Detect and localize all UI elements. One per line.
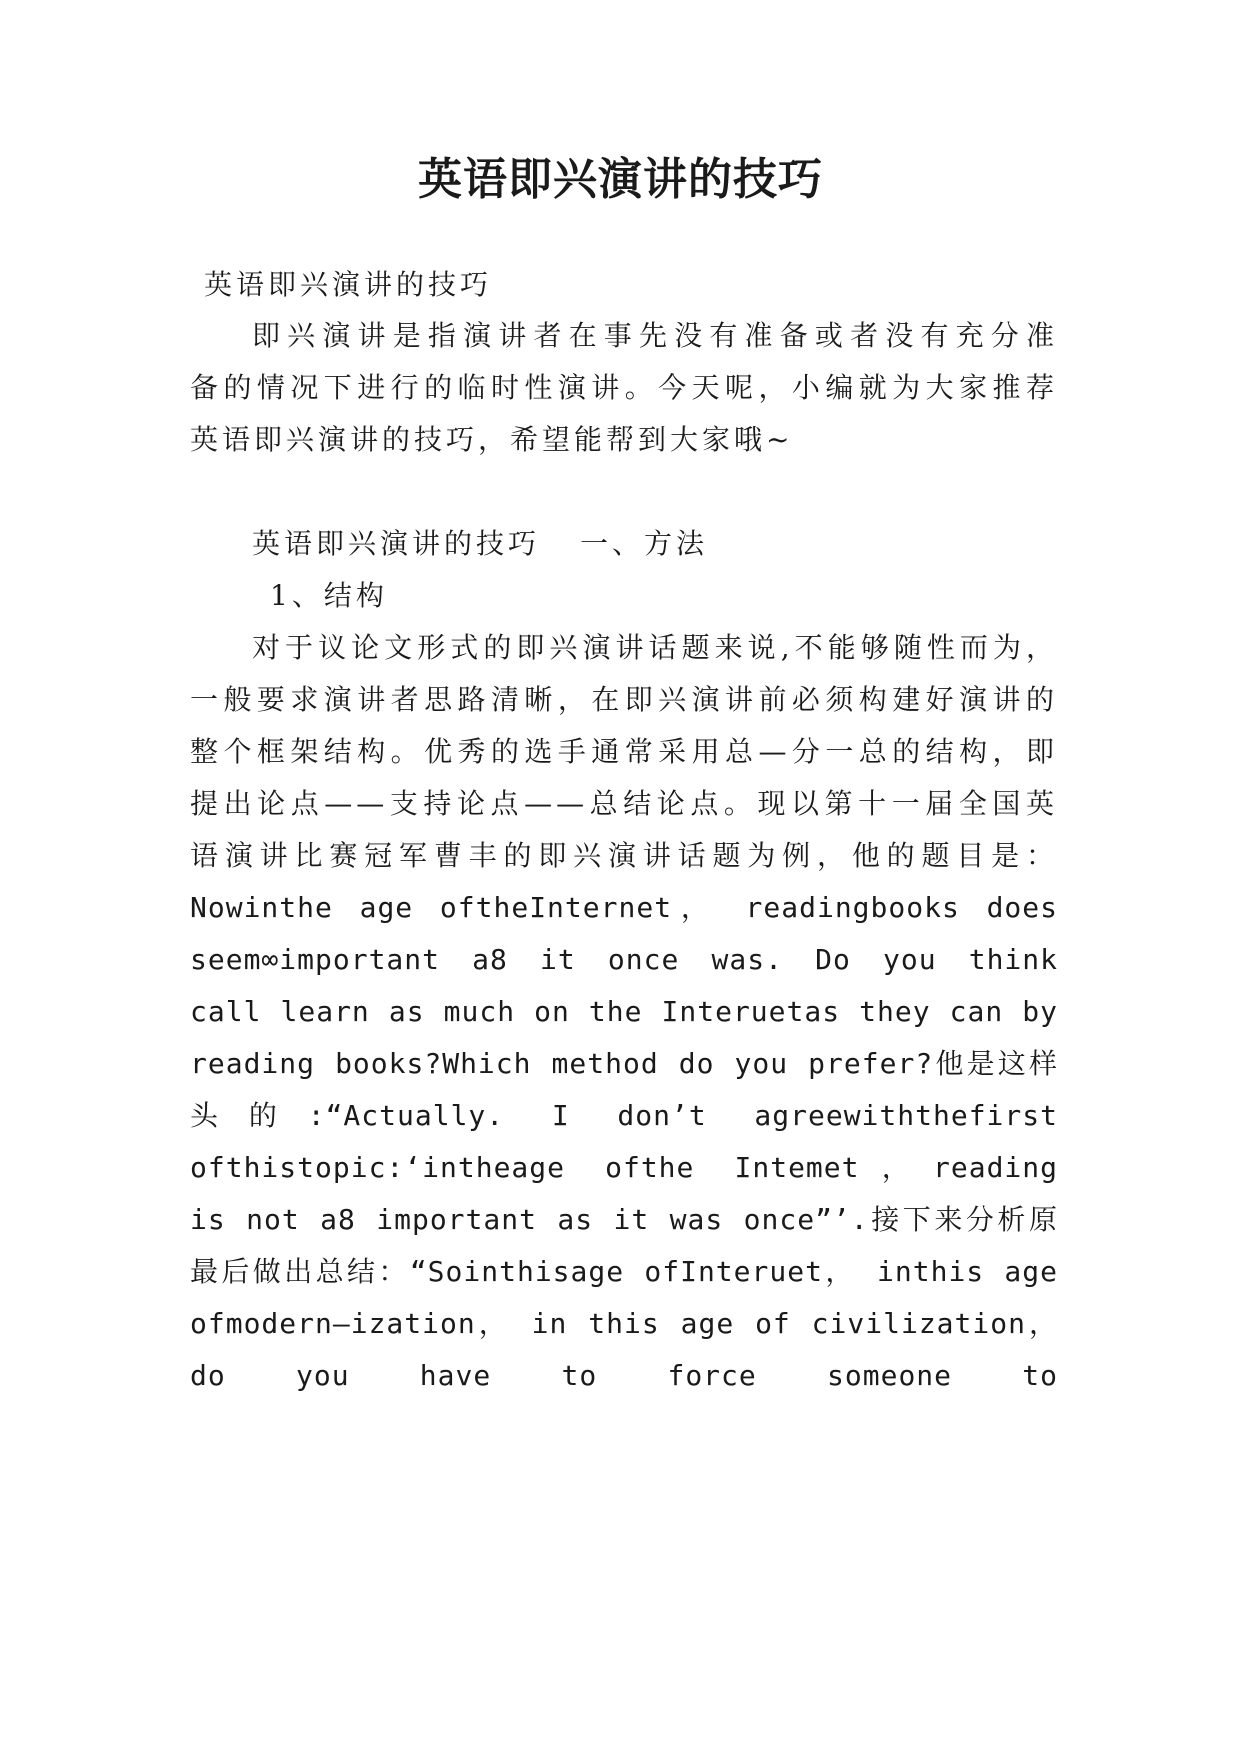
- subtitle: 英语即兴演讲的技巧: [204, 268, 493, 301]
- intro-line-2: 备的情况下进行的临时性演讲。今天呢，小编就为大家推荐: [190, 371, 1058, 404]
- body-line-1: 对于议论文形式的即兴演讲话题来说,不能够随性而为，: [252, 631, 1058, 664]
- body-line-13: 最后做出总结：“Sointhisage ofInteruet， inthis age: [190, 1255, 1058, 1288]
- body-line-10: 头的:“Actually. I don’t agreewiththefirst: [190, 1099, 1058, 1132]
- body-line-2: 一般要求演讲者思路清晰，在即兴演讲前必须构建好演讲的: [190, 683, 1058, 716]
- body-line-7: seem∞important a8 it once was. Do you think: [190, 943, 1058, 976]
- body-line-5: 语演讲比赛冠军曹丰的即兴演讲话题为例，他的题目是：: [190, 839, 1058, 872]
- intro-line-3: 英语即兴演讲的技巧，希望能帮到大家哦~: [190, 423, 794, 456]
- body-line-3: 整个框架结构。优秀的选手通常采用总—分一总的结构，即: [190, 735, 1058, 768]
- body-line-9: reading books?Which method do you prefer?他是这样: [190, 1047, 1058, 1080]
- body-line-8: call learn as much on the Interuetas they can by: [190, 995, 1058, 1028]
- body-line-12: is not a8 important as it was once”’.接下来分析原: [190, 1203, 1058, 1236]
- document-title: 英语即兴演讲的技巧: [418, 154, 823, 205]
- intro-line-1: 即兴演讲是指演讲者在事先没有准备或者没有充分准: [252, 319, 1058, 352]
- body-line-4: 提出论点——支持论点——总结论点。现以第十一届全国英: [190, 787, 1058, 820]
- section-heading-title: 英语即兴演讲的技巧: [252, 527, 541, 560]
- section-heading-method: 一、方法: [580, 527, 709, 560]
- subsection-heading: 1、结构: [270, 579, 388, 612]
- body-line-15: do you have to force someone to: [190, 1359, 1058, 1392]
- body-line-14: ofmodern—ization， in this age of civilization，: [190, 1307, 1058, 1340]
- body-line-6: Nowinthe age oftheInternet， readingbooks does: [190, 891, 1058, 924]
- body-line-11: ofthistopic:‘intheage ofthe Intemet，reading: [190, 1151, 1058, 1184]
